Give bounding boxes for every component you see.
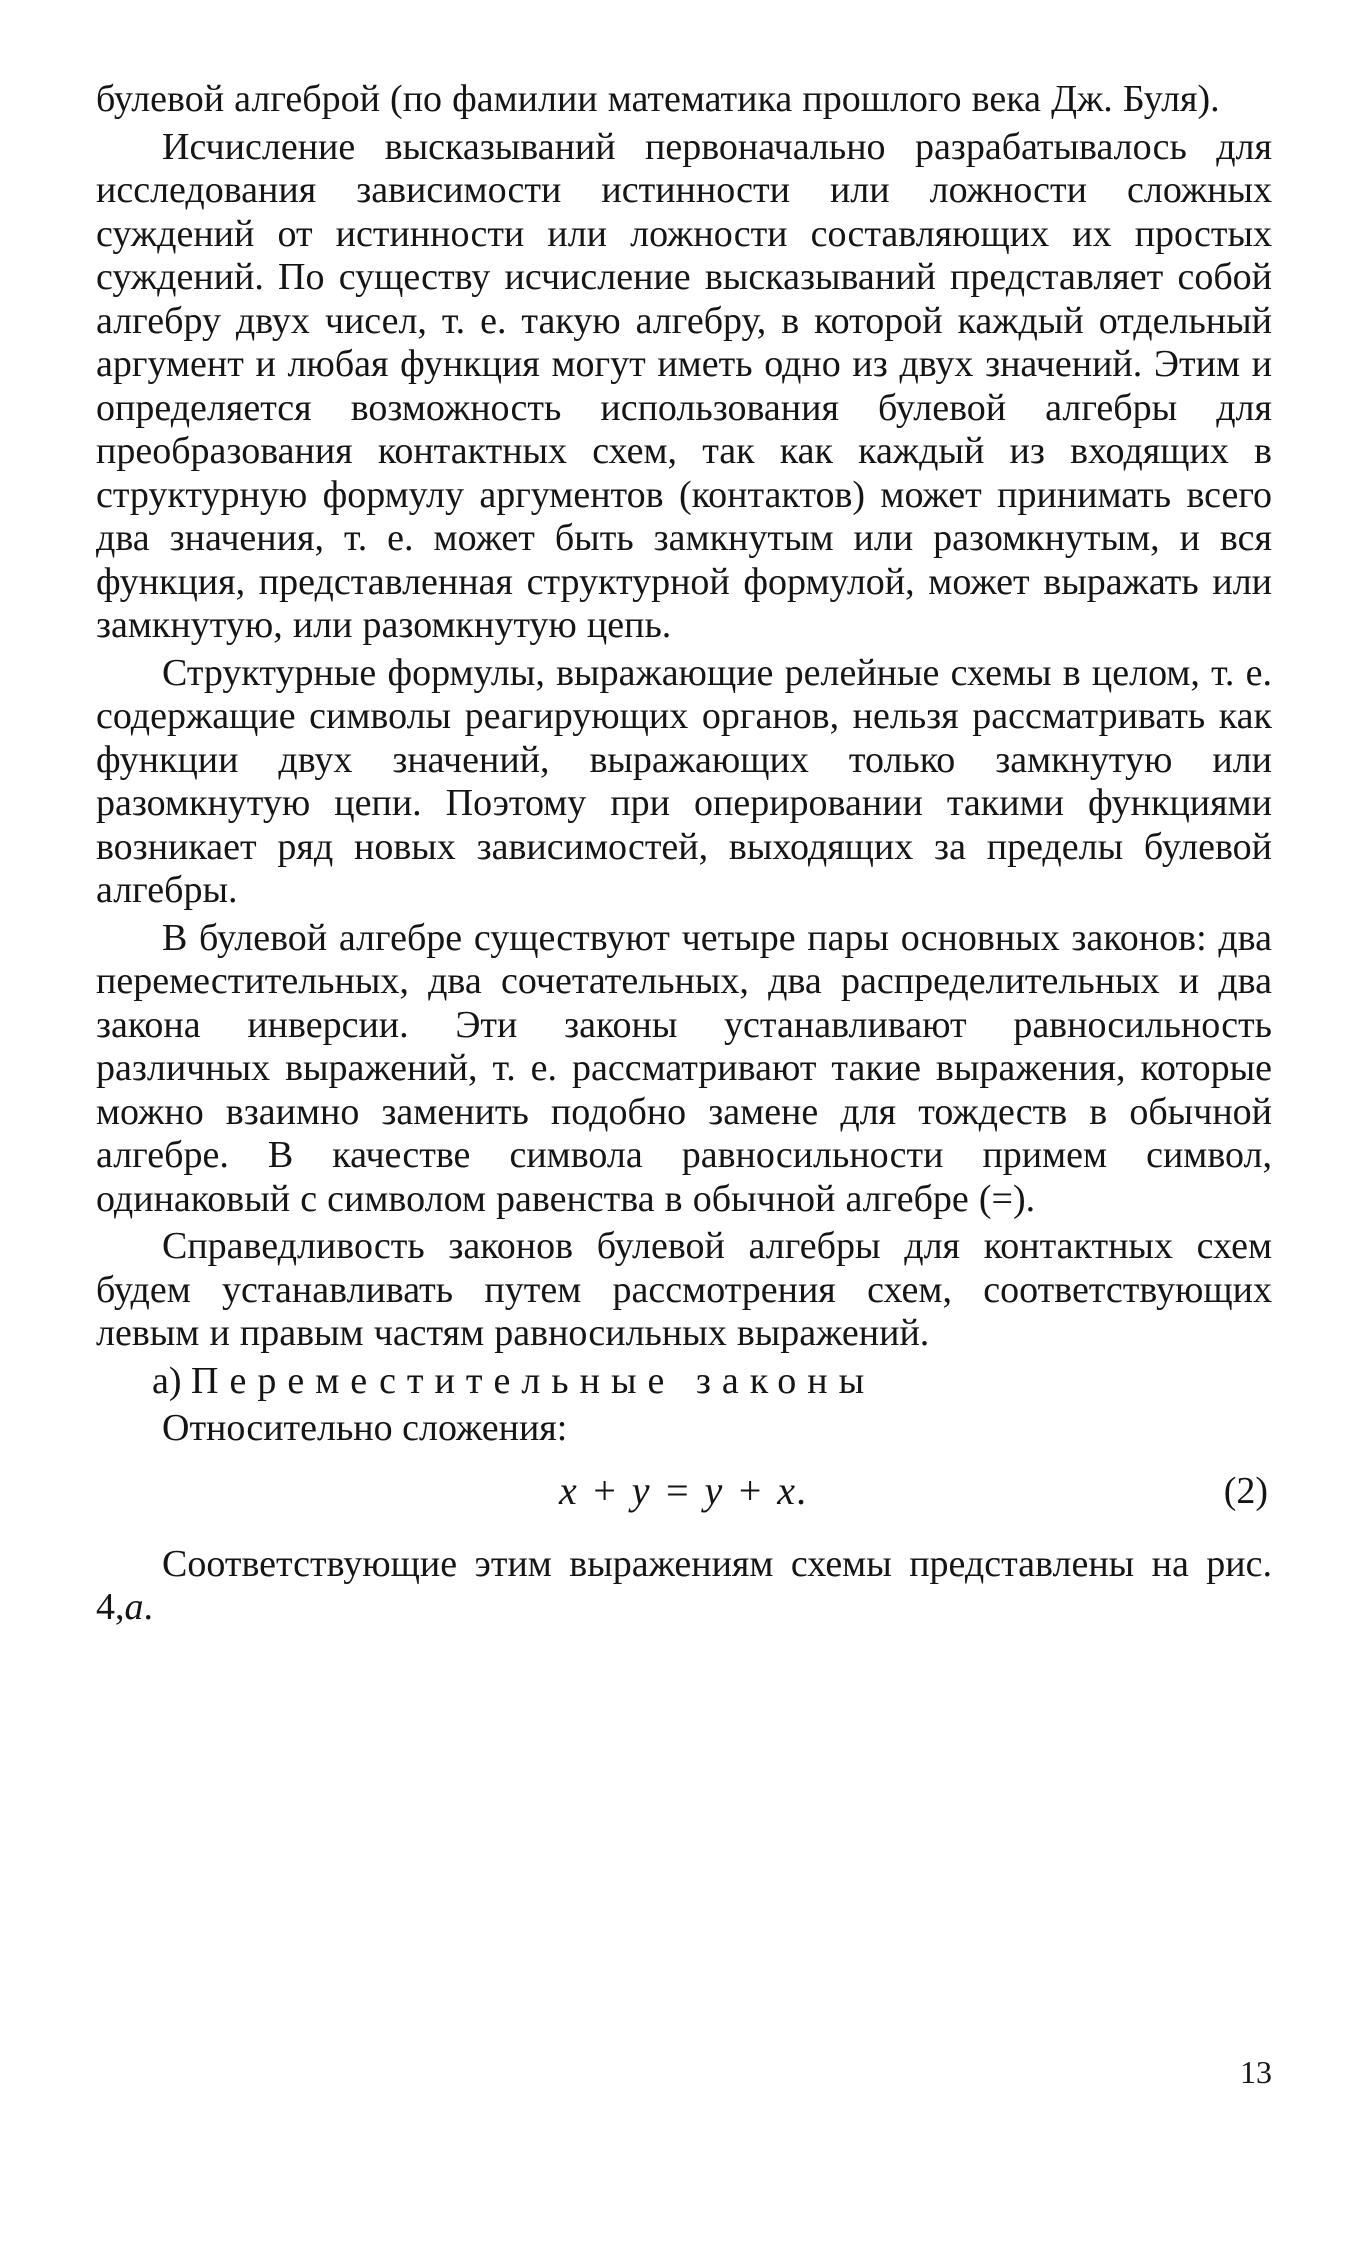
figure-letter: а bbox=[124, 1586, 144, 1628]
paragraph-closing bbox=[96, 1543, 1272, 1630]
paragraph-propositional-calculus: Исчисление высказываний первоначально разрабатывалось для исследования зависимости истинности или ложности сложных суждений от истинности или ложности составляющих их простых суждений. По существу исчисление высказываний представляет собой алгебру двух чисел, т. е. такую алгебру, в которой каждый отдельный аргумент и любая функция могут иметь одно из двух значений. Этим и определяется возможность использования булевой алгебры для преобразования контактных схем, так как каждый из входящих в структурную формулу аргументов (контактов) может принимать всего два значения, т. е. может быть замкнутым или разомкнутым, и вся функция, представленная структурной формулой, может выражать или замкнутую, или разомкнутую цепь. bbox=[96, 125, 1272, 646]
page-content bbox=[96, 78, 1272, 1634]
formula-row bbox=[96, 1461, 1272, 1521]
closing-end: . bbox=[143, 1586, 153, 1628]
section-title: Переместительные законы bbox=[191, 1359, 876, 1402]
figure-ref: 4, bbox=[96, 1586, 125, 1628]
paragraph-structural-formulas: Структурные формулы, выражающие релейные схемы в целом, т. е. содержащие символы реагирующих органов, нельзя рассматривать как функции двух значений, выражающих только замкнутую или разомкнутую цепи. Поэтому при оперировании такими функциями возникает ряд новых зависимостей, выходящих за пределы булевой алгебры. bbox=[96, 651, 1272, 911]
paragraph-basic-laws: В булевой алгебре существуют четыре пары основных законов: два переместительных, два сочетательных, два распределительных и два закона инверсии. Эти законы устанавливают равносильность различных выражений, т. е. рассматривают такие выражения, которые можно взаимно заменить подобно замене для тождеств в обычной алгебре. В качестве символа равносильности примем символ, одинаковый с символом равенства в обычной алгебре (=). bbox=[96, 916, 1272, 1220]
paragraph-validity: Справедливость законов булевой алгебры для контактных схем будем устанавливать путем рассмотрения схем, соответствующих левым и правым частям равносильных выражений. bbox=[96, 1225, 1272, 1354]
equation-number: (2) bbox=[1223, 1469, 1268, 1512]
paragraph-continuation: булевой алгеброй (по фамилии математика прошлого века Дж. Буля). bbox=[96, 78, 1220, 120]
closing-text: Соответствующие этим выражениям схемы представлены на рис. bbox=[162, 1542, 1272, 1585]
section-heading bbox=[96, 1360, 1272, 1404]
subheading-addition: Относительно сложения: bbox=[162, 1407, 568, 1449]
commutative-formula: x + y = y + x. bbox=[559, 1467, 809, 1513]
section-prefix: а) bbox=[152, 1359, 182, 1402]
page-number: 13 bbox=[1240, 2054, 1272, 2090]
